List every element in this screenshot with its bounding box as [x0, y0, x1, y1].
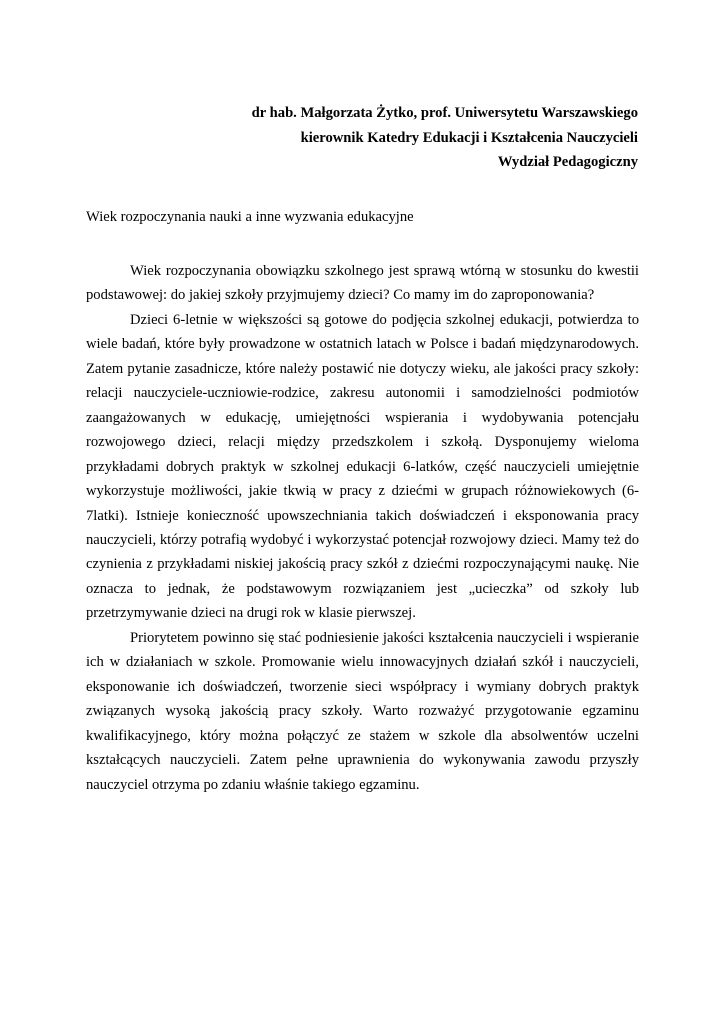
author-header: [200, 101, 638, 175]
author-faculty-line: Wydział Pedagogiczny: [497, 154, 638, 170]
paragraph: Wiek rozpoczynania obowiązku szkolnego jest sprawą wtórną w stosunku do kwestii podstawowej: do jakiej szkoły przyjmujemy dzieci? Co mamy im do zaproponowania?: [86, 263, 639, 304]
author-name-line: dr hab. Małgorzata Żytko, prof. Uniwersytetu Warszawskiego: [251, 105, 638, 121]
document-body: [86, 259, 639, 797]
paragraph: Priorytetem powinno się stać podniesienie jakości kształcenia nauczycieli i wspieranie ich w działaniach w szkole. Promowanie wielu innowacyjnych działań szkół i nauczycieli, eksponowanie ich doświadczeń, tworzenie sieci współpracy i wymiany dobrych praktyk związanych wysoką jakością pracy szkoły. Warto rozważyć przygotowanie egzaminu kwalifikacyjnego, który można połączyć ze stażem w szkole dla absolwentów uczelni kształcących nauczycieli. Zatem pełne uprawnienia do wykonywania zawodu przyszły nauczyciel otrzyma po zdaniu właśnie takiego egzaminu.: [86, 629, 639, 793]
document-title: Wiek rozpoczynania nauki a inne wyzwania edukacyjne: [86, 209, 414, 225]
author-position-line: kierownik Katedry Edukacji i Kształcenia Nauczycieli: [300, 129, 638, 146]
paragraph: Dzieci 6-letnie w większości są gotowe do podjęcia szkolnej edukacji, potwierdza to wiele badań, które były prowadzone w ostatnich latach w Polsce i badań międzynarodowych. Zatem pytanie zasadnicze, które należy postawić nie dotyczy wieku, ale jakości pracy szkoły: relacji nauczyciele-uczniowie-rodzice, zakresu autonomii i samodzielności podmiotów zaangażowanych w edukację, umiejętności wspierania i wydobywania potencjału rozwojowego dzieci, relacji między przedszkolem i szkołą. Dysponujemy wieloma przykładami dobrych praktyk w szkolnej edukacji 6-latków, część nauczycieli umiejętnie wykorzystuje możliwości, jakie tkwią w pracy z dziećmi w grupach różnowiekowych (6-7latki). Istnieje konieczność upowszechniania takich doświadczeń i eksponowania pracy nauczycieli, którzy potrafią wydobyć i wykorzystać potencjał rozwojowy dzieci. Mamy też do czynienia z przykładami niskiej jakością pracy szkół z dziećmi rozpoczynającymi naukę. Nie oznacza to jednak, że podstawowym rozwiązaniem jest „ucieczka” od szkoły lub przetrzymywanie dzieci na drugi rok w klasie pierwszej.: [86, 311, 639, 622]
